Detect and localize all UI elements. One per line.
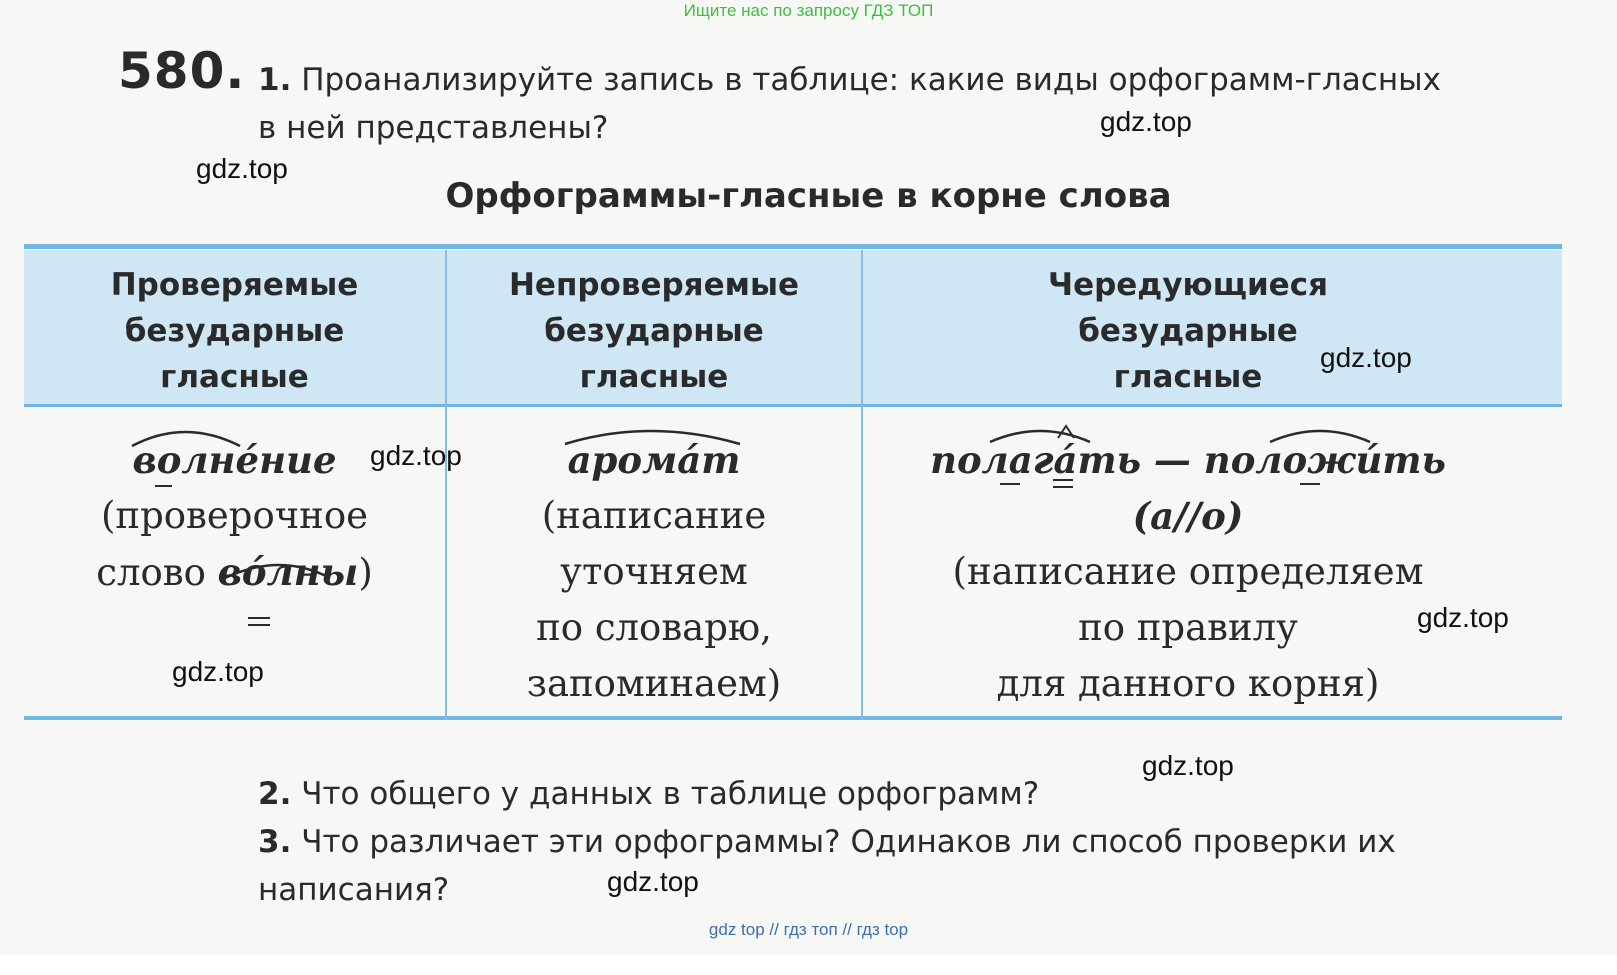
cell-text-line: (проверочное xyxy=(100,494,369,537)
task-3-line-1: Что различает эти орфограммы? Одинаков ли способ проверки их xyxy=(301,824,1396,860)
root-arc-icon xyxy=(1270,431,1370,442)
header-line: безударные xyxy=(124,313,345,349)
task-2 xyxy=(258,770,1558,818)
alternation-marker: (а//о) xyxy=(1132,494,1244,538)
header-line: гласные xyxy=(1113,359,1263,395)
watermark: gdz.top xyxy=(607,866,699,897)
table-title: Орфограммы-гласные в корне слова xyxy=(445,176,1172,216)
task-3 xyxy=(258,818,1568,914)
cell-text-line: запоминаем) xyxy=(526,662,782,705)
example-words-polagat-polozhit: полагáть — положúть xyxy=(930,438,1446,482)
cell-text-line: по словарю, xyxy=(536,606,772,649)
header-line: гласные xyxy=(579,359,729,395)
watermark: gdz.top xyxy=(370,440,462,471)
example-word-aromat: аромáт xyxy=(567,438,741,482)
footer-watermark: gdz top // гдз топ // гдз top xyxy=(708,920,909,939)
exercise-number: 580. xyxy=(118,42,246,100)
task-1-line-1: Проанализируйте запись в таблице: какие виды орфограмм-гласных xyxy=(301,62,1441,98)
header-line: Непроверяемые xyxy=(508,267,800,303)
header-line: безударные xyxy=(544,313,764,349)
cell-text-line: по правилу xyxy=(1078,606,1298,649)
root-arc-icon xyxy=(225,565,330,578)
task-3-line-2: написания? xyxy=(258,872,450,908)
cell-text-line: (написание определяем xyxy=(952,550,1424,593)
root-arc-icon xyxy=(990,431,1090,442)
watermark: gdz.top xyxy=(1417,602,1509,633)
watermark: gdz.top xyxy=(196,153,288,184)
header-line: Чередующиеся xyxy=(1048,267,1328,303)
task-2-text: Что общего у данных в таблице орфограмм? xyxy=(301,776,1040,812)
check-word-volny: вóлны xyxy=(217,550,359,594)
top-banner: Ищите нас по запросу ГДЗ ТОП xyxy=(683,1,934,20)
cell-text-suffix: ) xyxy=(358,551,373,594)
cell-text-prefix: слово xyxy=(96,551,218,594)
task-1-number: 1. xyxy=(258,62,292,98)
cell-text-line: для данного корня) xyxy=(996,662,1380,705)
root-arc-icon xyxy=(565,431,740,444)
header-line: гласные xyxy=(160,359,309,395)
header-line: безударные xyxy=(1078,313,1298,349)
watermark: gdz.top xyxy=(1100,106,1192,137)
task-3-number: 3. xyxy=(258,824,292,860)
task-2-number: 2. xyxy=(258,776,292,812)
watermark: gdz.top xyxy=(1320,342,1412,373)
cell-text-line: уточняем xyxy=(560,550,748,593)
watermark: gdz.top xyxy=(1142,750,1234,781)
root-arc-icon xyxy=(132,432,240,446)
header-line: Проверяемые xyxy=(110,267,359,303)
task-1-line-2: в ней представлены? xyxy=(258,110,609,146)
watermark: gdz.top xyxy=(172,656,264,687)
example-word-volnenie: волнéние xyxy=(132,438,337,482)
cell-text-line: (написание xyxy=(541,494,767,537)
